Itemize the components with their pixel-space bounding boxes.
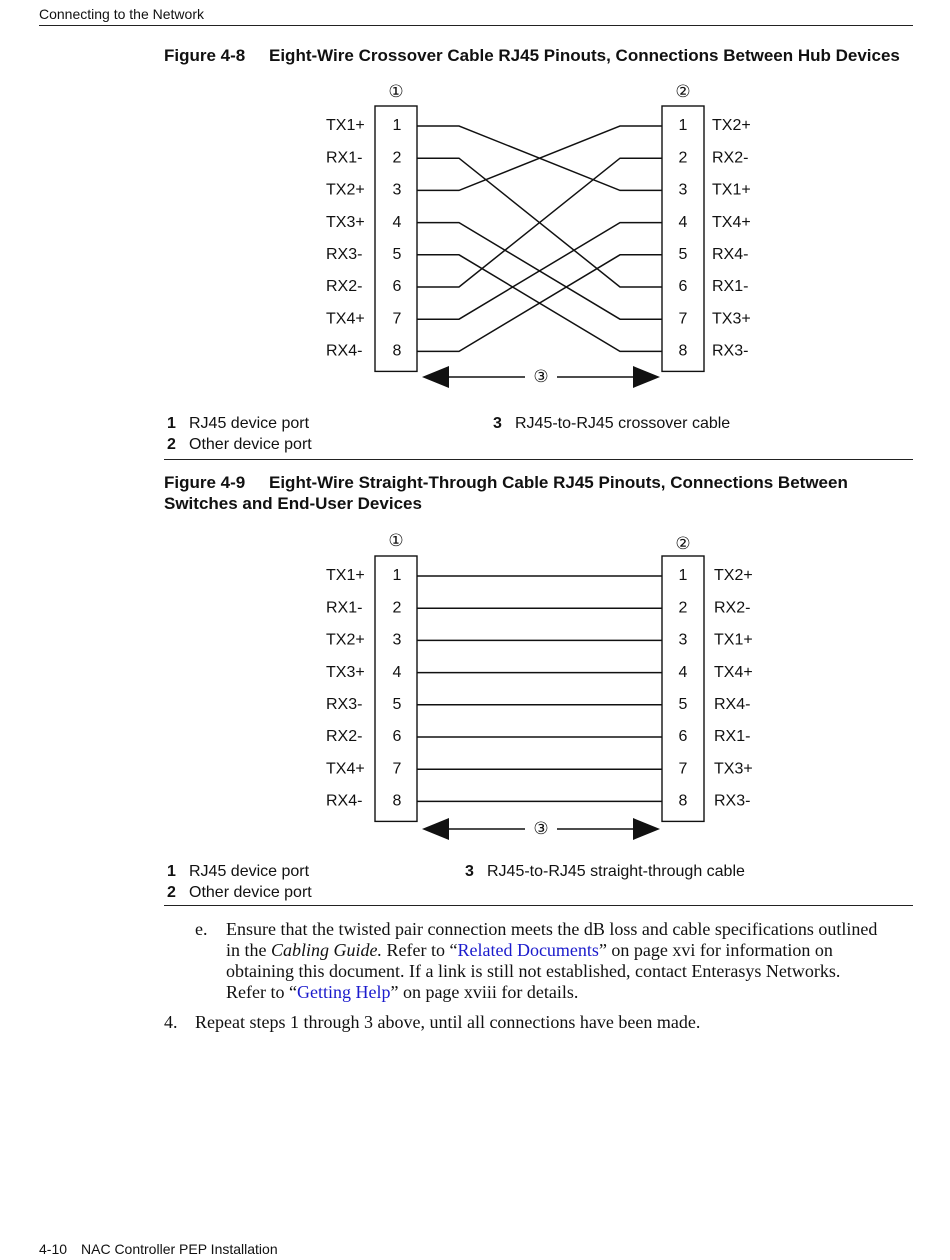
left-pin-signal-label: RX1- [326, 599, 363, 617]
right-pin-number: 7 [678, 760, 688, 778]
right-pin-number: 4 [678, 213, 688, 231]
right-pin-signal-label: RX4- [712, 246, 749, 264]
right-pin-signal-label: RX1- [714, 728, 751, 746]
legend-number: 3 [493, 415, 502, 432]
right-pin-number: 2 [678, 599, 688, 617]
left-pin-signal-label: RX3- [326, 246, 363, 264]
right-pin-number: 1 [678, 117, 688, 135]
right-pin-signal-label: TX2+ [714, 567, 753, 585]
cable-arrowhead-right [633, 818, 660, 840]
left-pin-signal-label: RX3- [326, 696, 363, 714]
right-pin-signal-label: TX3+ [714, 760, 753, 778]
figure-number: Figure 4-8 [164, 46, 246, 65]
left-pin-signal-label: TX4+ [326, 760, 365, 778]
left-pin-signal-label: TX3+ [326, 213, 365, 231]
left-pin-signal-label: TX1+ [326, 567, 365, 585]
left-pin-number: 1 [392, 567, 402, 585]
step-e-line: Ensure that the twisted pair connection meets the dB loss and cable specifications outlined [226, 919, 878, 939]
device-port-callout: ① [388, 531, 404, 551]
left-pin-signal-label: RX4- [326, 342, 363, 360]
left-pin-number: 8 [392, 792, 402, 810]
manual-title: NAC Controller PEP Installation [81, 1241, 278, 1257]
step-e-marker: e. [195, 919, 208, 939]
legend-text: RJ45 device port [189, 415, 310, 432]
left-pin-signal-label: TX3+ [326, 663, 365, 681]
left-pin-signal-label: RX2- [326, 728, 363, 746]
left-pin-number: 5 [392, 246, 402, 264]
right-pin-number: 7 [678, 310, 688, 328]
right-pin-signal-label: RX3- [712, 342, 749, 360]
left-pin-number: 2 [392, 599, 402, 617]
figure-divider [164, 905, 913, 906]
figure-caption: Eight-Wire Straight-Through Cable RJ45 Pinouts, Connections Between [269, 473, 848, 492]
right-pin-signal-label: RX2- [714, 599, 751, 617]
legend-number: 1 [167, 415, 176, 432]
legend-number: 2 [167, 884, 176, 901]
legend-text: RJ45-to-RJ45 crossover cable [515, 415, 731, 432]
left-pin-signal-label: RX2- [326, 278, 363, 296]
text-run: Refer to “ [382, 940, 458, 960]
right-pin-signal-label: RX4- [714, 696, 751, 714]
right-pin-number: 3 [678, 181, 688, 199]
page-number: 4-10 [39, 1241, 68, 1257]
figure-number: Figure 4-9 [164, 473, 246, 492]
right-pin-number: 6 [678, 278, 688, 296]
right-pin-number: 5 [678, 246, 688, 264]
right-pin-signal-label: RX1- [712, 278, 749, 296]
other-port-callout: ② [675, 534, 691, 554]
figure-caption-continued: Switches and End-User Devices [164, 494, 422, 513]
left-pin-number: 3 [392, 631, 402, 649]
right-pin-signal-label: TX3+ [712, 310, 751, 328]
right-pin-number: 8 [678, 342, 688, 360]
right-pin-number: 8 [678, 792, 688, 810]
left-pin-number: 1 [392, 117, 402, 135]
text-run: in the [226, 940, 271, 960]
left-pin-number: 4 [392, 663, 402, 681]
legend-text: Other device port [189, 884, 312, 901]
right-pin-number: 4 [678, 663, 688, 681]
step-e-line [226, 940, 926, 961]
left-pin-number: 7 [392, 760, 402, 778]
cable-arrowhead-left [422, 818, 449, 840]
right-pin-number: 1 [678, 567, 688, 585]
left-pin-number: 8 [392, 342, 402, 360]
step-4-text: Repeat steps 1 through 3 above, until all connections have been made. [195, 1012, 701, 1032]
left-pin-signal-label: TX4+ [326, 310, 365, 328]
left-pin-signal-label: TX2+ [326, 631, 365, 649]
related-documents-link[interactable]: Related Documents [457, 940, 599, 960]
text-run: Refer to “ [226, 982, 297, 1002]
running-header: Connecting to the Network [39, 6, 204, 22]
figure-4-9-legend-item [465, 863, 745, 881]
legend-number: 3 [465, 863, 474, 880]
figure-4-9-legend-item [167, 884, 312, 902]
cabling-guide-title: Cabling Guide. [271, 940, 382, 960]
step-e-text [226, 919, 926, 1003]
left-pin-signal-label: RX4- [326, 792, 363, 810]
right-pin-signal-label: RX2- [712, 149, 749, 167]
left-pin-signal-label: TX1+ [326, 117, 365, 135]
step-e-line [226, 982, 926, 1003]
right-pin-signal-label: RX3- [714, 792, 751, 810]
right-pin-signal-label: TX1+ [712, 181, 751, 199]
left-pin-number: 4 [392, 213, 402, 231]
cable-callout: ③ [533, 367, 549, 387]
legend-number: 1 [167, 863, 176, 880]
left-pin-number: 7 [392, 310, 402, 328]
text-run: ” on page xviii for details. [390, 982, 579, 1002]
other-device-port-connector [662, 556, 704, 821]
left-pin-number: 2 [392, 149, 402, 167]
legend-text: Other device port [189, 436, 312, 453]
left-pin-number: 6 [392, 278, 402, 296]
rj45-device-port-connector [375, 556, 417, 821]
right-pin-signal-label: TX4+ [714, 663, 753, 681]
right-pin-number: 6 [678, 728, 688, 746]
right-pin-number: 5 [678, 696, 688, 714]
right-pin-number: 3 [678, 631, 688, 649]
left-pin-number: 5 [392, 696, 402, 714]
getting-help-link[interactable]: Getting Help [296, 982, 391, 1002]
cable-callout: ③ [533, 819, 549, 839]
step-e-line: obtaining this document. If a link is still not established, contact Enterasys Networks. [226, 961, 841, 981]
figure-4-9-legend-item [167, 863, 309, 881]
step-4-marker: 4. [164, 1012, 178, 1032]
left-pin-number: 6 [392, 728, 402, 746]
right-pin-number: 2 [678, 149, 688, 167]
legend-text: RJ45-to-RJ45 straight-through cable [487, 863, 745, 880]
text-run: ” on page xvi for information on [598, 940, 833, 960]
left-pin-signal-label: RX1- [326, 149, 363, 167]
right-pin-signal-label: TX2+ [712, 117, 751, 135]
left-pin-number: 3 [392, 181, 402, 199]
right-pin-signal-label: TX4+ [712, 213, 751, 231]
device-port-callout: ① [388, 82, 404, 102]
left-pin-signal-label: TX2+ [326, 181, 365, 199]
page-footer [39, 1241, 278, 1257]
legend-text: RJ45 device port [189, 863, 310, 880]
legend-number: 2 [167, 436, 176, 453]
right-pin-signal-label: TX1+ [714, 631, 753, 649]
figure-caption: Eight-Wire Crossover Cable RJ45 Pinouts, Connections Between Hub Devices [269, 46, 900, 65]
other-port-callout: ② [675, 82, 691, 102]
